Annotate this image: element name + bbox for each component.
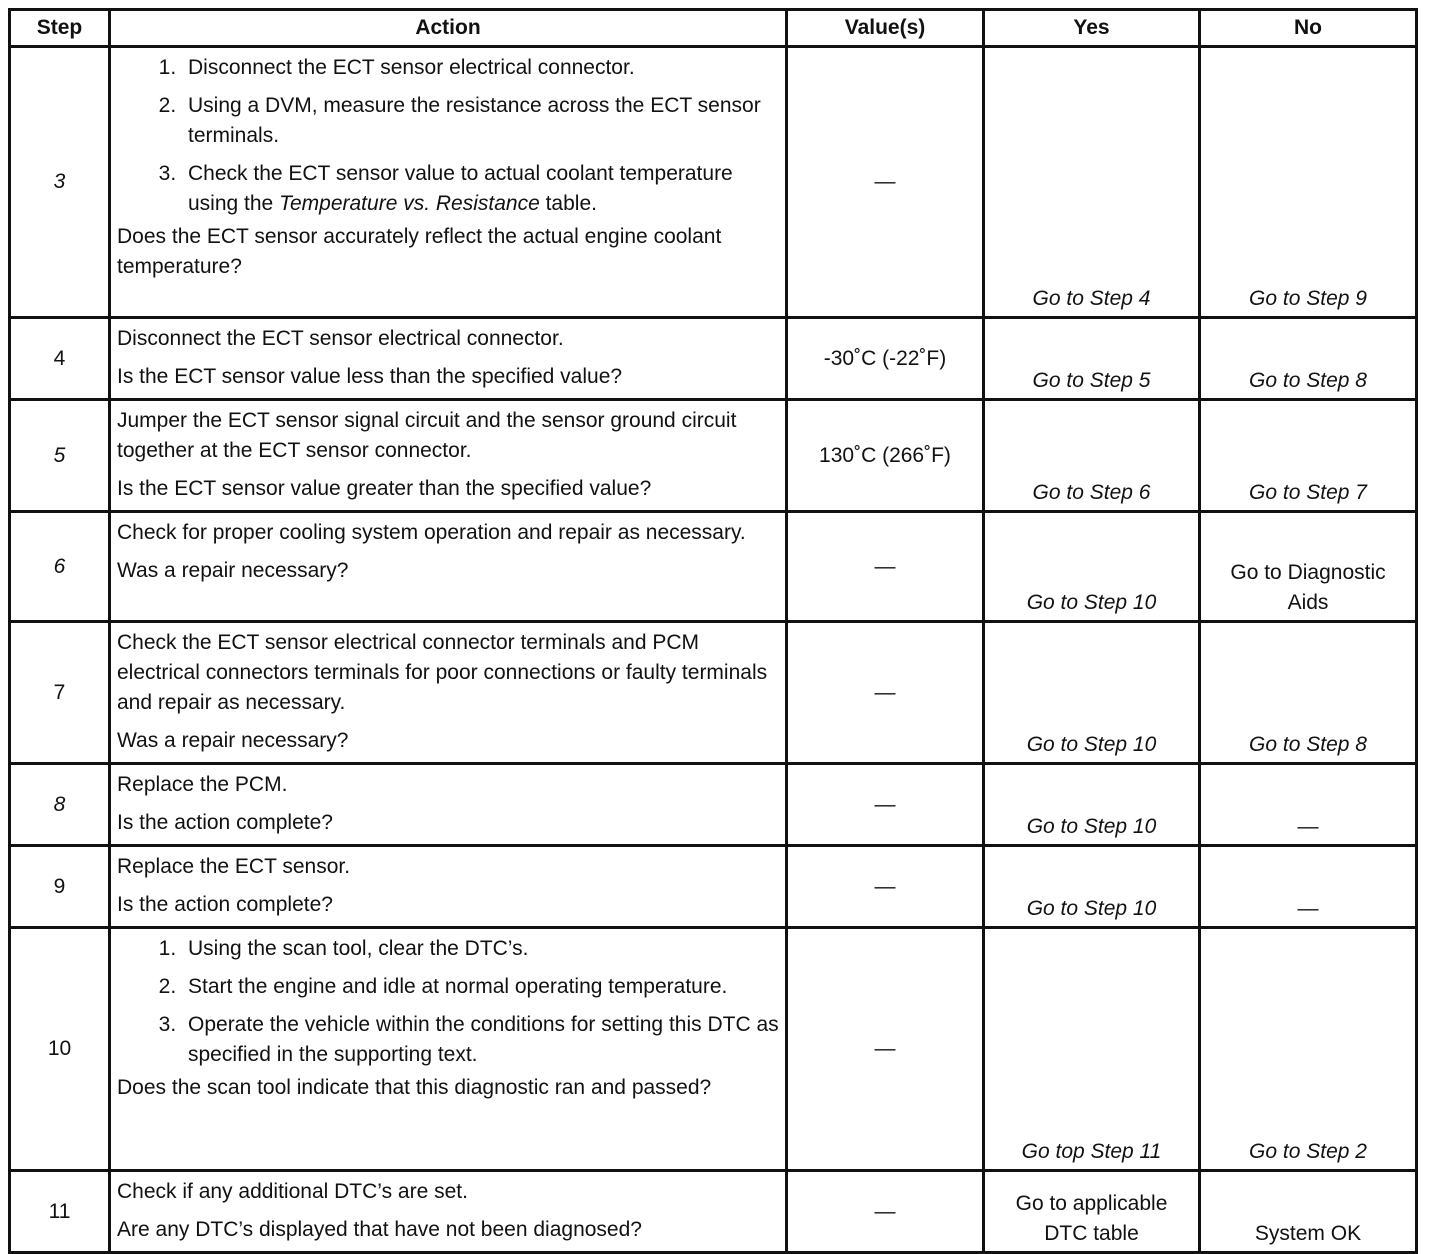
action-text: Disconnect the ECT sensor electrical connector. xyxy=(117,327,564,350)
action-step: 1. Disconnect the ECT sensor electrical connector. xyxy=(182,53,779,83)
action-question: Does the scan tool indicate that this diagnostic ran and passed? xyxy=(117,1076,712,1099)
header-step: Step xyxy=(10,10,110,47)
step-number: 7 xyxy=(10,622,110,764)
yes-cell: Go to Step 4 xyxy=(984,47,1200,318)
action-question: Does the ECT sensor accurately reflect the actual engine coolant temperature? xyxy=(117,225,722,278)
no-cell: — xyxy=(1200,764,1417,846)
no-cell: System OK xyxy=(1200,1171,1417,1253)
yes-cell: Go top Step 11 xyxy=(984,928,1200,1171)
no-line: Go to Diagnostic xyxy=(1230,561,1386,584)
action-question: Was a repair necessary? xyxy=(117,729,349,752)
action-step: 3. Operate the vehicle within the conditions for setting this DTC as specified in the supporting text. xyxy=(182,1010,779,1070)
no-cell: — xyxy=(1200,846,1417,928)
action-cell xyxy=(110,622,787,764)
table-row xyxy=(10,1171,1417,1253)
yes-cell: Go to Step 10 xyxy=(984,512,1200,622)
action-step xyxy=(182,159,779,219)
value-cell: 130˚C (266˚F) xyxy=(787,400,984,512)
no-line: Aids xyxy=(1287,591,1329,614)
step-number: 5 xyxy=(10,400,110,512)
yes-cell-text xyxy=(1016,1189,1168,1249)
yes-cell: Go to Step 5 xyxy=(984,318,1200,400)
action-question: Is the action complete? xyxy=(117,811,333,834)
table-row xyxy=(10,846,1417,928)
value-cell: — xyxy=(787,764,984,846)
step-number: 4 xyxy=(10,318,110,400)
header-row xyxy=(10,10,1417,47)
header-action: Action xyxy=(110,10,787,47)
header-yes: Yes xyxy=(984,10,1200,47)
no-cell xyxy=(1200,512,1417,622)
diagnostic-table-sheet xyxy=(8,8,1418,1254)
header-no: No xyxy=(1200,10,1417,47)
table-row xyxy=(10,512,1417,622)
action-text: Check if any additional DTC’s are set. xyxy=(117,1180,468,1203)
step-number: 9 xyxy=(10,846,110,928)
step-number: 8 xyxy=(10,764,110,846)
action-cell xyxy=(110,400,787,512)
yes-cell: Go to Step 10 xyxy=(984,622,1200,764)
diagnostic-table xyxy=(8,8,1418,1254)
table-row xyxy=(10,622,1417,764)
yes-cell: Go to Step 10 xyxy=(984,764,1200,846)
yes-cell xyxy=(984,1171,1200,1253)
action-question: Are any DTC’s displayed that have not been diagnosed? xyxy=(117,1218,642,1241)
value-cell: — xyxy=(787,846,984,928)
action-cell xyxy=(110,318,787,400)
step-number: 11 xyxy=(10,1171,110,1253)
action-text: Replace the ECT sensor. xyxy=(117,855,351,878)
action-step: 1. Using the scan tool, clear the DTC’s. xyxy=(182,934,779,964)
table-row xyxy=(10,928,1417,1171)
action-step-text: Check the ECT sensor value to actual coolant temperature using the xyxy=(188,162,733,215)
action-steps-list xyxy=(117,53,779,219)
value-cell: — xyxy=(787,622,984,764)
yes-line: DTC table xyxy=(1044,1222,1139,1245)
no-cell: Go to Step 8 xyxy=(1200,622,1417,764)
action-text: Jumper the ECT sensor signal circuit and the sensor ground circuit together at the ECT sensor connector. xyxy=(117,409,737,462)
no-cell: Go to Step 9 xyxy=(1200,47,1417,318)
value-cell: — xyxy=(787,928,984,1171)
header-values: Value(s) xyxy=(787,10,984,47)
value-cell: — xyxy=(787,512,984,622)
step-number: 6 xyxy=(10,512,110,622)
yes-line: Go to applicable xyxy=(1015,1192,1168,1215)
action-cell xyxy=(110,47,787,318)
action-text: Check the ECT sensor electrical connector terminals and PCM electrical connectors terminals for poor connections or faulty terminals and repair as necessary. xyxy=(117,631,768,714)
action-cell xyxy=(110,846,787,928)
no-cell-text xyxy=(1230,558,1385,618)
table-row xyxy=(10,318,1417,400)
action-step-text: table. xyxy=(539,192,597,215)
table-row xyxy=(10,764,1417,846)
action-question: Is the ECT sensor value less than the specified value? xyxy=(117,365,623,388)
no-cell: Go to Step 7 xyxy=(1200,400,1417,512)
action-cell xyxy=(110,1171,787,1253)
step-number: 3 xyxy=(10,47,110,318)
no-cell: Go to Step 8 xyxy=(1200,318,1417,400)
value-cell: — xyxy=(787,47,984,318)
yes-cell: Go to Step 6 xyxy=(984,400,1200,512)
action-question: Was a repair necessary? xyxy=(117,559,349,582)
action-step: 2. Start the engine and idle at normal operating temperature. xyxy=(182,972,779,1002)
yes-cell: Go to Step 10 xyxy=(984,846,1200,928)
action-steps-list xyxy=(117,934,779,1070)
action-text: Check for proper cooling system operation and repair as necessary. xyxy=(117,521,746,544)
value-cell: — xyxy=(787,1171,984,1253)
action-text: Replace the PCM. xyxy=(117,773,288,796)
table-row xyxy=(10,400,1417,512)
table-row xyxy=(10,47,1417,318)
action-question: Is the action complete? xyxy=(117,893,333,916)
action-question: Is the ECT sensor value greater than the specified value? xyxy=(117,477,652,500)
action-step: 2. Using a DVM, measure the resistance across the ECT sensor terminals. xyxy=(182,91,779,151)
step-number: 10 xyxy=(10,928,110,1171)
action-cell xyxy=(110,764,787,846)
value-cell: -30˚C (-22˚F) xyxy=(787,318,984,400)
action-step-emphasis: Temperature vs. Resistance xyxy=(279,192,540,215)
no-cell: Go to Step 2 xyxy=(1200,928,1417,1171)
action-cell xyxy=(110,512,787,622)
action-cell xyxy=(110,928,787,1171)
